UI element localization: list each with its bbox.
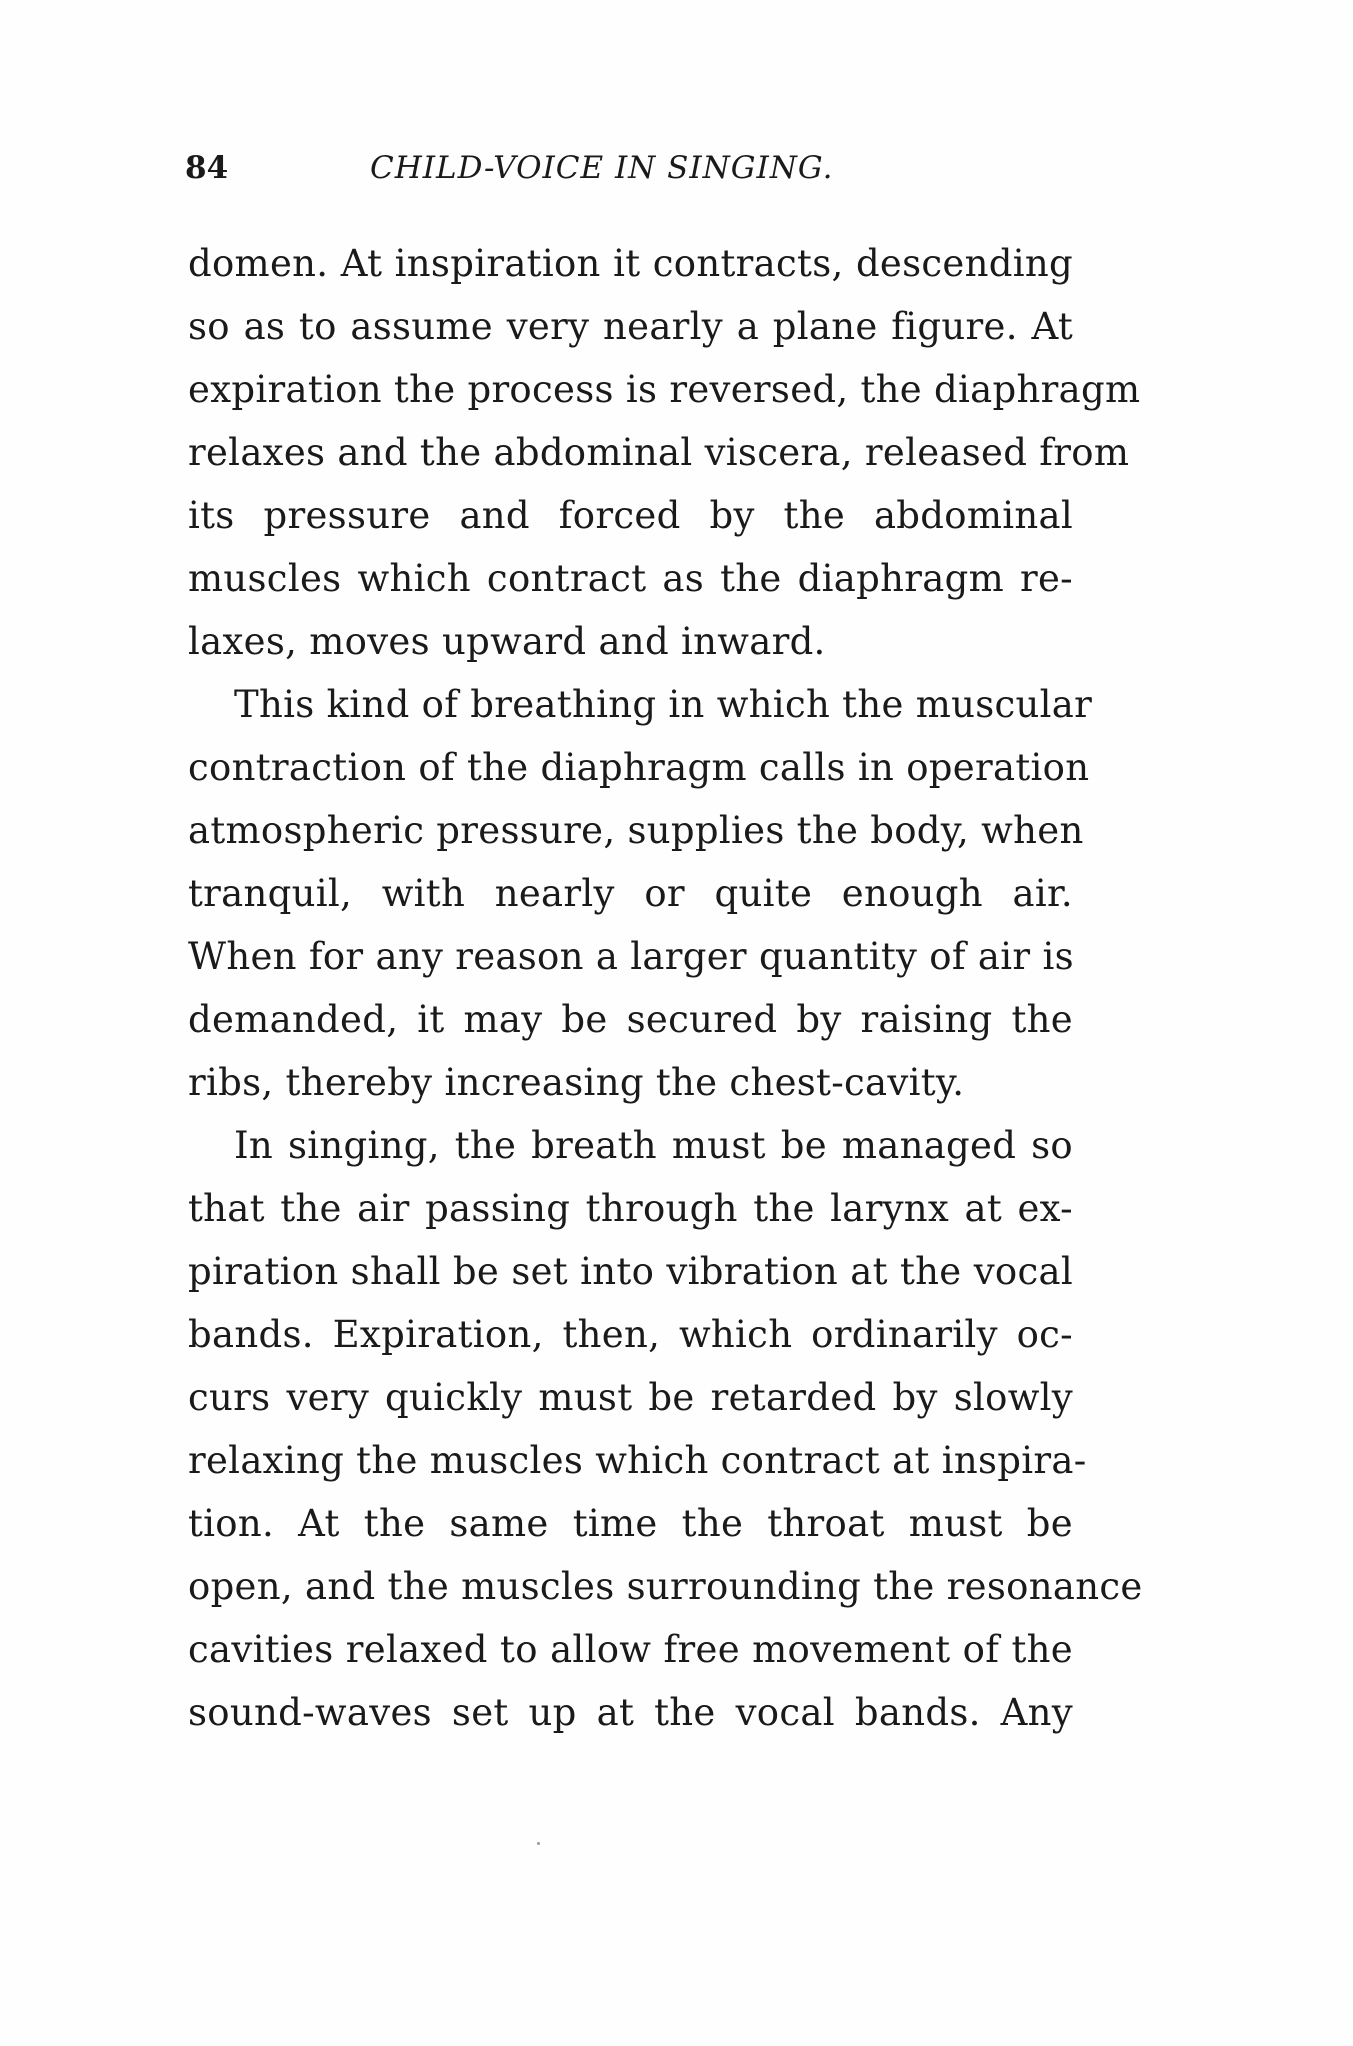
- text-line: curs very quickly must be retarded by slowly: [188, 1376, 1073, 1419]
- paragraph-2: [188, 673, 1093, 1114]
- paragraph-3: [188, 1114, 1143, 1744]
- text-line: bands. Expiration, then, which ordinarily oc-: [188, 1313, 1073, 1356]
- text-line: laxes, moves upward and inward.: [188, 620, 826, 663]
- text-line: atmospheric pressure, supplies the body, when: [188, 809, 1084, 852]
- running-title: CHILD-VOICE IN SINGING.: [370, 150, 834, 186]
- text-line: cavities relaxed to allow free movement of the: [188, 1628, 1073, 1671]
- scan-speck: [537, 1842, 540, 1845]
- text-line: open, and the muscles surrounding the resonance: [188, 1565, 1143, 1608]
- text-line: muscles which contract as the diaphragm re-: [188, 557, 1073, 600]
- page-number: 84: [185, 150, 229, 186]
- text-line: expiration the process is reversed, the diaphragm: [188, 368, 1141, 411]
- text-line: relaxing the muscles which contract at inspira-: [188, 1439, 1087, 1482]
- text-line: ribs, thereby increasing the chest-cavity.: [188, 1061, 965, 1104]
- running-head: [185, 150, 1085, 200]
- text-line: sound-waves set up at the vocal bands. Any: [188, 1691, 1073, 1734]
- text-line: This kind of breathing in which the muscular: [234, 683, 1093, 726]
- text-line: so as to assume very nearly a plane figure. At: [188, 305, 1073, 348]
- text-line: domen. At inspiration it contracts, descending: [188, 242, 1073, 285]
- text-line: relaxes and the abdominal viscera, released from: [188, 431, 1130, 474]
- text-line: In singing, the breath must be managed so: [234, 1124, 1073, 1167]
- text-line: that the air passing through the larynx at ex-: [188, 1187, 1073, 1230]
- text-line: tranquil, with nearly or quite enough air.: [188, 872, 1073, 915]
- text-line: demanded, it may be secured by raising the: [188, 998, 1073, 1041]
- body-text: [188, 232, 1143, 1744]
- text-line: contraction of the diaphragm calls in operation: [188, 746, 1090, 789]
- text-line: its pressure and forced by the abdominal: [188, 494, 1073, 537]
- text-line: piration shall be set into vibration at the vocal: [188, 1250, 1073, 1293]
- text-line: tion. At the same time the throat must be: [188, 1502, 1073, 1545]
- text-line: When for any reason a larger quantity of air is: [188, 935, 1074, 978]
- paragraph-1: [188, 232, 1141, 673]
